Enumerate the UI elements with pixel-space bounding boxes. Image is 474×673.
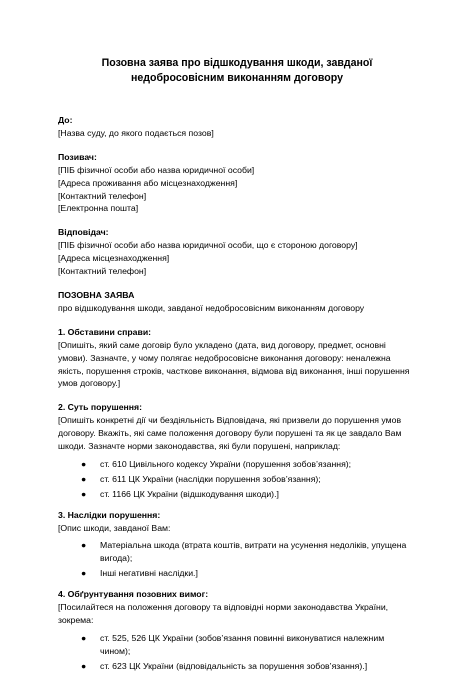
section-text: [Опишіть, який саме договір було укладено (дата, вид договору, предмет, основні умови). Зазначте, у чому полягає недобросовісне виконання договору: неналежна якість, порушення строків, часткове виконання, відмова від виконання, інші порушення умов договору.] (58, 339, 410, 389)
plaintiff-address: [Адреса проживання або місцезнаходження] (58, 177, 238, 188)
list-item: ● Інші негативні наслідки.] (81, 568, 198, 579)
bullet-list (58, 632, 416, 673)
plaintiff-label: Позивач: (58, 151, 97, 162)
claim-block (58, 289, 416, 315)
to-block (58, 114, 416, 140)
to-label: До: (58, 115, 73, 125)
defendant-phone: [Контактний телефон] (58, 266, 147, 277)
bullet-list (58, 539, 416, 580)
section-heading: 3. Наслідки порушення: (58, 509, 161, 520)
section-text: [Опис шкоди, завданої Вам: (58, 522, 171, 533)
section-circumstances (58, 326, 416, 391)
section-heading: 1. Обставини справи: (58, 326, 152, 337)
defendant-name: [ПІБ фізичної особи або назва юридичної особи, що є стороною договору] (58, 240, 358, 251)
bullet-icon: ● (81, 488, 87, 499)
plaintiff-name: [ПІБ фізичної особи або назва юридичної особи] (58, 164, 255, 175)
section-text: [Посилайтеся на положення договору та відповідні норми законодавства України, зокрема: (58, 602, 389, 625)
bullet-icon: ● (81, 473, 87, 484)
plaintiff-phone: [Контактний телефон] (58, 190, 147, 201)
defendant-label: Відповідач: (58, 227, 109, 238)
list-item: ● ст. 525, 526 ЦК України (зобов’язання повинні виконуватися належним чином); (81, 632, 385, 656)
bullet-icon: ● (81, 660, 87, 671)
section-grounds (58, 588, 416, 672)
plaintiff-email: [Електронна пошта] (58, 203, 139, 214)
to-line: [Назва суду, до якого подається позов] (58, 127, 214, 138)
defendant-address: [Адреса місцезнаходження] (58, 253, 170, 264)
document-title: Позовна заява про відшкодування шкоди, завданої недобросовісним виконанням договору (101, 57, 373, 84)
section-violation (58, 401, 416, 500)
list-item: ● ст. 610 Цивільного кодексу України (порушення зобов’язання); (81, 458, 352, 469)
plaintiff-block (58, 151, 416, 216)
bullet-icon: ● (81, 458, 87, 469)
bullet-icon: ● (81, 568, 87, 579)
list-item: ● ст. 623 ЦК України (відповідальність за порушення зобов’язання).] (81, 660, 368, 671)
section-consequences (58, 509, 416, 581)
bullet-icon: ● (81, 632, 87, 643)
defendant-block (58, 226, 416, 278)
section-heading: 2. Суть порушення: (58, 402, 142, 413)
claim-heading: ПОЗОВНА ЗАЯВА (58, 289, 135, 300)
list-item: ● ст. 1166 ЦК України (відшкодування шкоди).] (81, 488, 279, 499)
bullet-icon: ● (81, 540, 87, 551)
claim-subtitle: про відшкодування шкоди, завданої недобросовісним виконанням договору (58, 302, 365, 313)
section-heading: 4. Обґрунтування позовних вимог: (58, 589, 209, 600)
bullet-list (58, 458, 416, 501)
list-item: ● ст. 611 ЦК України (наслідки порушення зобов’язання); (81, 473, 321, 484)
list-item: ● Матеріальна шкода (втрата коштів, витрати на усунення недоліків, упущена вигода); (81, 540, 407, 564)
section-text: [Опишіть конкретні дії чи бездіяльність Відповідача, які призвели до порушення умов договору. Вкажіть, які саме положення договору були порушені та як це завдало Вам шкоди. Зазначте норми законодавства, які були порушені, наприклад: (58, 415, 402, 452)
